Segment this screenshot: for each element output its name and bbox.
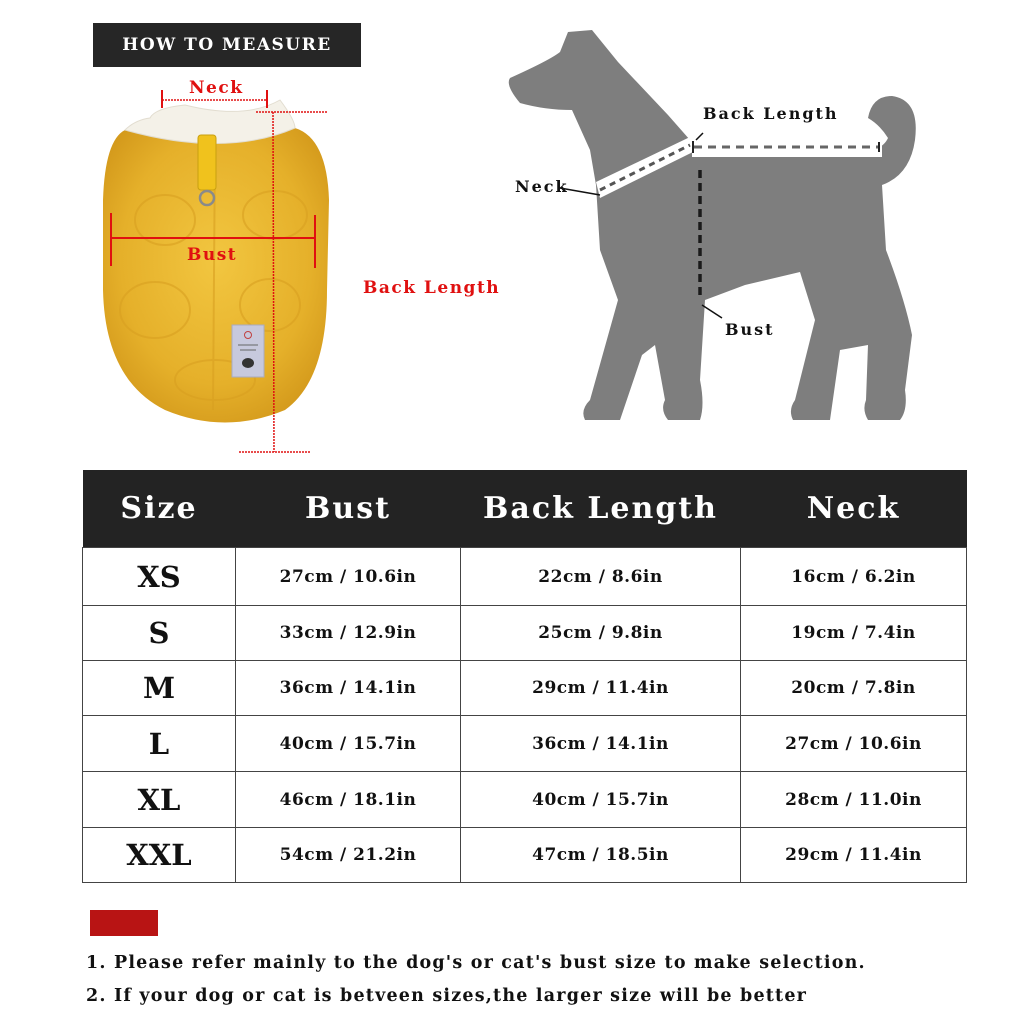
neck-cell: 29cm / 11.4in [741, 828, 967, 883]
back-length-cell: 25cm / 9.8in [461, 606, 741, 661]
note-item-1: 1. Please refer mainly to the dog's or cat's bust size to make selection. [86, 953, 866, 973]
dog-back-length-label: Back Length [703, 104, 839, 123]
size-cell: XXL [83, 828, 236, 883]
how-to-measure-banner: HOW TO MEASURE [93, 23, 361, 67]
bust-cell: 33cm / 12.9in [236, 606, 461, 661]
neck-cell: 20cm / 7.8in [741, 661, 967, 716]
dog-neck-label: Neck [515, 177, 569, 196]
table-header-row [83, 470, 967, 548]
column-header-back-length: Back Length [461, 470, 741, 548]
back-length-cell: 22cm / 8.6in [461, 548, 741, 606]
size-cell: XL [83, 772, 236, 828]
back-length-cell: 47cm / 18.5in [461, 828, 741, 883]
column-header-size: Size [83, 470, 236, 548]
back-length-cell: 36cm / 14.1in [461, 716, 741, 772]
bust-cell: 54cm / 21.2in [236, 828, 461, 883]
table-row [83, 661, 967, 716]
dog-bust-label: Bust [725, 320, 775, 339]
back-length-cell: 40cm / 15.7in [461, 772, 741, 828]
size-cell: L [83, 716, 236, 772]
table-row [83, 772, 967, 828]
size-cell: M [83, 661, 236, 716]
table-row [83, 548, 967, 606]
size-cell: XS [83, 548, 236, 606]
notes-accent-block [90, 910, 158, 936]
garment-neck-label: Neck [189, 78, 244, 98]
column-header-bust: Bust [236, 470, 461, 548]
garment-back-length-label: Back Length [363, 278, 501, 298]
bust-cell: 40cm / 15.7in [236, 716, 461, 772]
neck-cell: 28cm / 11.0in [741, 772, 967, 828]
column-header-neck: Neck [741, 470, 967, 548]
table-row [83, 716, 967, 772]
size-cell: S [83, 606, 236, 661]
neck-cell: 16cm / 6.2in [741, 548, 967, 606]
garment-measure-lines [100, 80, 500, 460]
bust-cell: 36cm / 14.1in [236, 661, 461, 716]
neck-cell: 19cm / 7.4in [741, 606, 967, 661]
bust-cell: 46cm / 18.1in [236, 772, 461, 828]
table-row [83, 828, 967, 883]
bust-cell: 27cm / 10.6in [236, 548, 461, 606]
garment-bust-label: Bust [187, 245, 238, 265]
neck-cell: 27cm / 10.6in [741, 716, 967, 772]
table-row [83, 606, 967, 661]
note-item-2: 2. If your dog or cat is betveen sizes,the larger size will be better [86, 986, 808, 1006]
dog-silhouette [490, 30, 950, 460]
size-chart-table [82, 470, 967, 883]
back-length-cell: 29cm / 11.4in [461, 661, 741, 716]
